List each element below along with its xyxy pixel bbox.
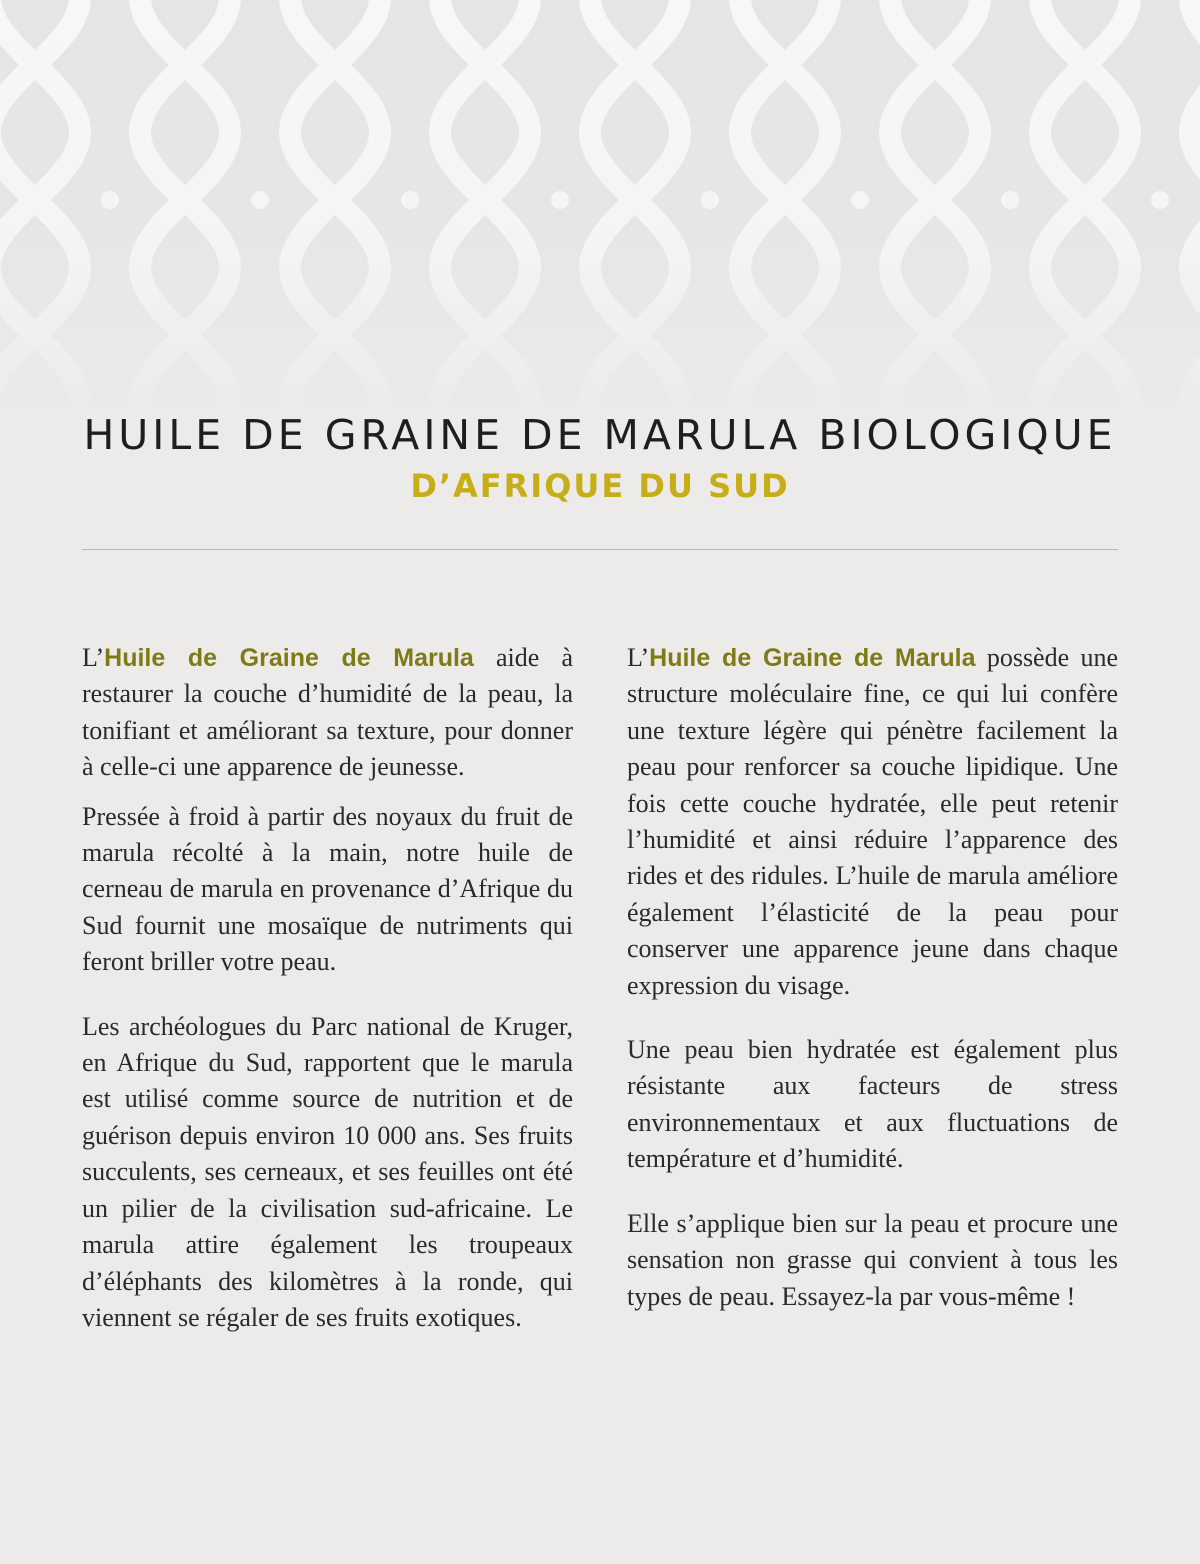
text: possède une structure moléculaire fine, ce qui lui confère une texture légère qui pénètre facilement la peau pour renforcer sa couche lipidique. Une fois cette couche hydratée, elle peut retenir l’humidité et ainsi réduire l’apparence des rides et des ridules. L’huile de marula améliore également l’élasticité de la peau pour conserver une apparence jeune dans chaque expression du visage. (627, 643, 1119, 1000)
product-name-highlight: Huile de Graine de Marula (104, 644, 474, 672)
right-column (627, 640, 1118, 1315)
text: aide à restaurer la couche d’humidité de la peau, la tonifiant et améliorant sa texture, pour donner à celle-ci une apparence de jeunesse. (82, 643, 574, 782)
paragraph (627, 640, 1118, 1004)
paragraph: Les archéologues du Parc national de Kruger, en Afrique du Sud, rapportent que le marula est utilisé comme source de nutrition et de guérison depuis environ 10 000 ans. Ses fruits succulents, ses cerneaux, et ses feuilles ont été un pilier de la civilisation sud-africaine. Le marula attire également les troupeaux d’éléphants des kilomètres à la ronde, qui viennent se régaler de ses fruits exotiques. (82, 1011, 573, 1332)
paragraph: Elle s’applique bien sur la peau et procure une sensation non grasse qui convient à tous les types de peau. Essayez-la par vous-même ! (627, 1208, 1118, 1311)
text-prefix: L’ (627, 643, 650, 672)
page-title: HUILE DE GRAINE DE MARULA BIOLOGIQUE (83, 411, 1117, 459)
left-column (82, 640, 573, 1336)
divider (82, 549, 1118, 550)
paragraph (82, 640, 573, 786)
page-subtitle: D’AFRIQUE DU SUD (410, 467, 790, 505)
title-block (0, 410, 1200, 506)
text-prefix: L’ (82, 643, 105, 672)
paragraph: Pressée à froid à partir des noyaux du fruit de marula récolté à la main, notre huile de cerneau de marula en provenance d’Afrique du Sud fournit une mosaïque de nutriments qui feront briller votre peau. (82, 801, 573, 977)
product-name-highlight: Huile de Graine de Marula (649, 644, 976, 672)
decorative-pattern (0, 0, 1200, 420)
paragraph: Une peau bien hydratée est également plus résistante aux facteurs de stress environnementaux et aux fluctuations de température et d’humidité. (627, 1035, 1118, 1174)
